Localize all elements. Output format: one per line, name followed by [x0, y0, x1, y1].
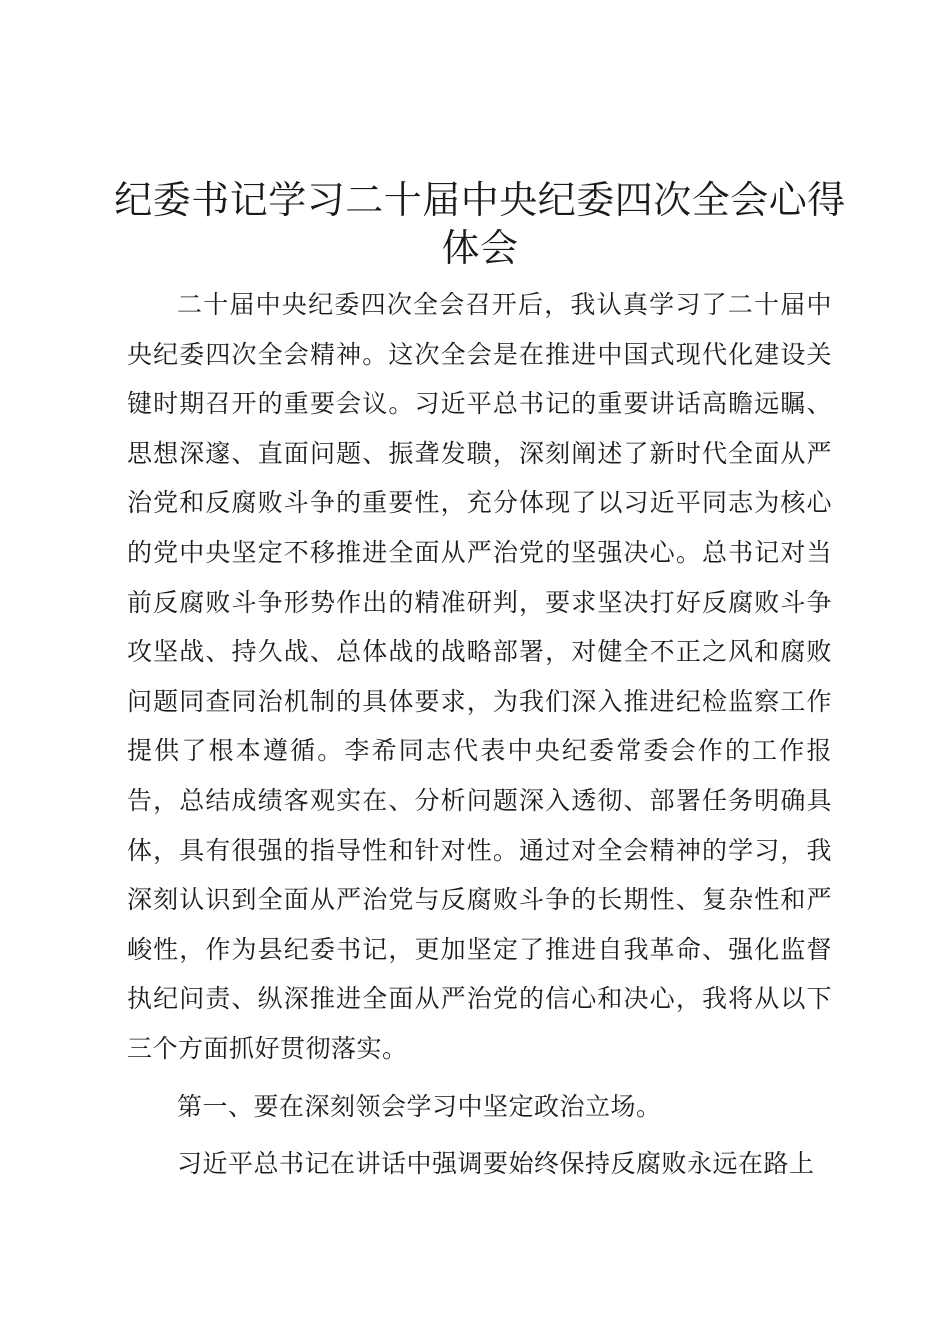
paragraph-section-text: 习近平总书记在讲话中强调要始终保持反腐败永远在路上	[177, 1149, 815, 1179]
paragraph-section-heading: 第一、要在深刻领会学习中坚定政治立场。	[177, 1091, 662, 1121]
document-body	[127, 280, 832, 1189]
document-title: 纪委书记学习二十届中央纪委四次全会心得体会	[114, 178, 846, 270]
paragraph-intro: 二十届中央纪委四次全会召开后，我认真学习了二十届中央纪委四次全会精神。这次全会是在推进中国式现代化建设关键时期召开的重要会议。习近平总书记的重要讲话高瞻远瞩、思想深邃、直面问题、振聋发聩，深刻阐述了新时代全面从严治党和反腐败斗争的重要性，充分体现了以习近平同志为核心的党中央坚定不移推进全面从严治党的坚强决心。总书记对当前反腐败斗争形势作出的精准研判，要求坚决打好反腐败斗争攻坚战、持久战、总体战的战略部署，对健全不正之风和腐败问题同查同治机制的具体要求，为我们深入推进纪检监察工作提供了根本遵循。李希同志代表中央纪委常委会作的工作报告，总结成绩客观实在、分析问题深入透彻、部署任务明确具体，具有很强的指导性和针对性。通过对全会精神的学习，我深刻认识到全面从严治党与反腐败斗争的长期性、复杂性和严峻性，作为县纪委书记，更加坚定了推进自我革命、强化监督执纪问责、纵深推进全面从严治党的信心和决心，我将从以下三个方面抓好贯彻落实。	[127, 290, 832, 1063]
